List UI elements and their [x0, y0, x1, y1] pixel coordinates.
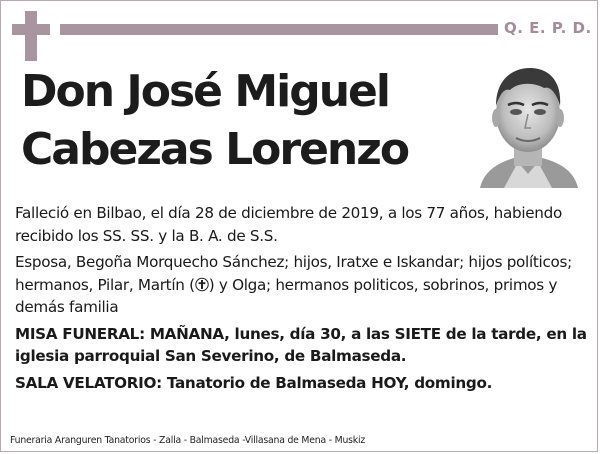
- funeral-home-footer: Funeraria Aranguren Tanatorios - Zalla - Balmaseda -Villasana de Mena - Muskiz: [10, 435, 366, 446]
- death-notice-text: Falleció en Bilbao, el día 28 de diciembre de 2019, a los 77 años, habiendo recibido los SS. SS. y la B. A. de S.S.: [15, 204, 562, 245]
- name-line-1: Don José Miguel: [21, 66, 389, 117]
- name-line-2: Cabezas Lorenzo: [21, 124, 409, 175]
- qepd-label: Q. E. P. D.: [504, 19, 592, 37]
- latin-cross-icon: [12, 11, 50, 61]
- wake-room-text: SALA VELATORIO: Tanatorio de Balmaseda HOY, domingo.: [15, 373, 493, 392]
- funeral-mass-text: MISA FUNERAL: MAÑANA, lunes, día 30, a las SIETE de la tarde, en la iglesia parroquial San Severino, de Balmaseda.: [15, 324, 587, 365]
- cross-icon: [195, 277, 209, 292]
- portrait-photo: [474, 62, 582, 188]
- family-text: [15, 251, 587, 319]
- deceased-name: [21, 63, 408, 179]
- notice-body: [15, 202, 587, 398]
- family-text-part1: Esposa, Begoña Morquecho Sánchez; hijos, Iratxe e Iskandar; hijos políticos; hermanos, Pilar, Martín (: [15, 253, 572, 294]
- family-text-part2: ) y Olga; hermanos politicos, sobrinos, primos y demás familia: [15, 275, 558, 316]
- header-bar: [60, 24, 498, 35]
